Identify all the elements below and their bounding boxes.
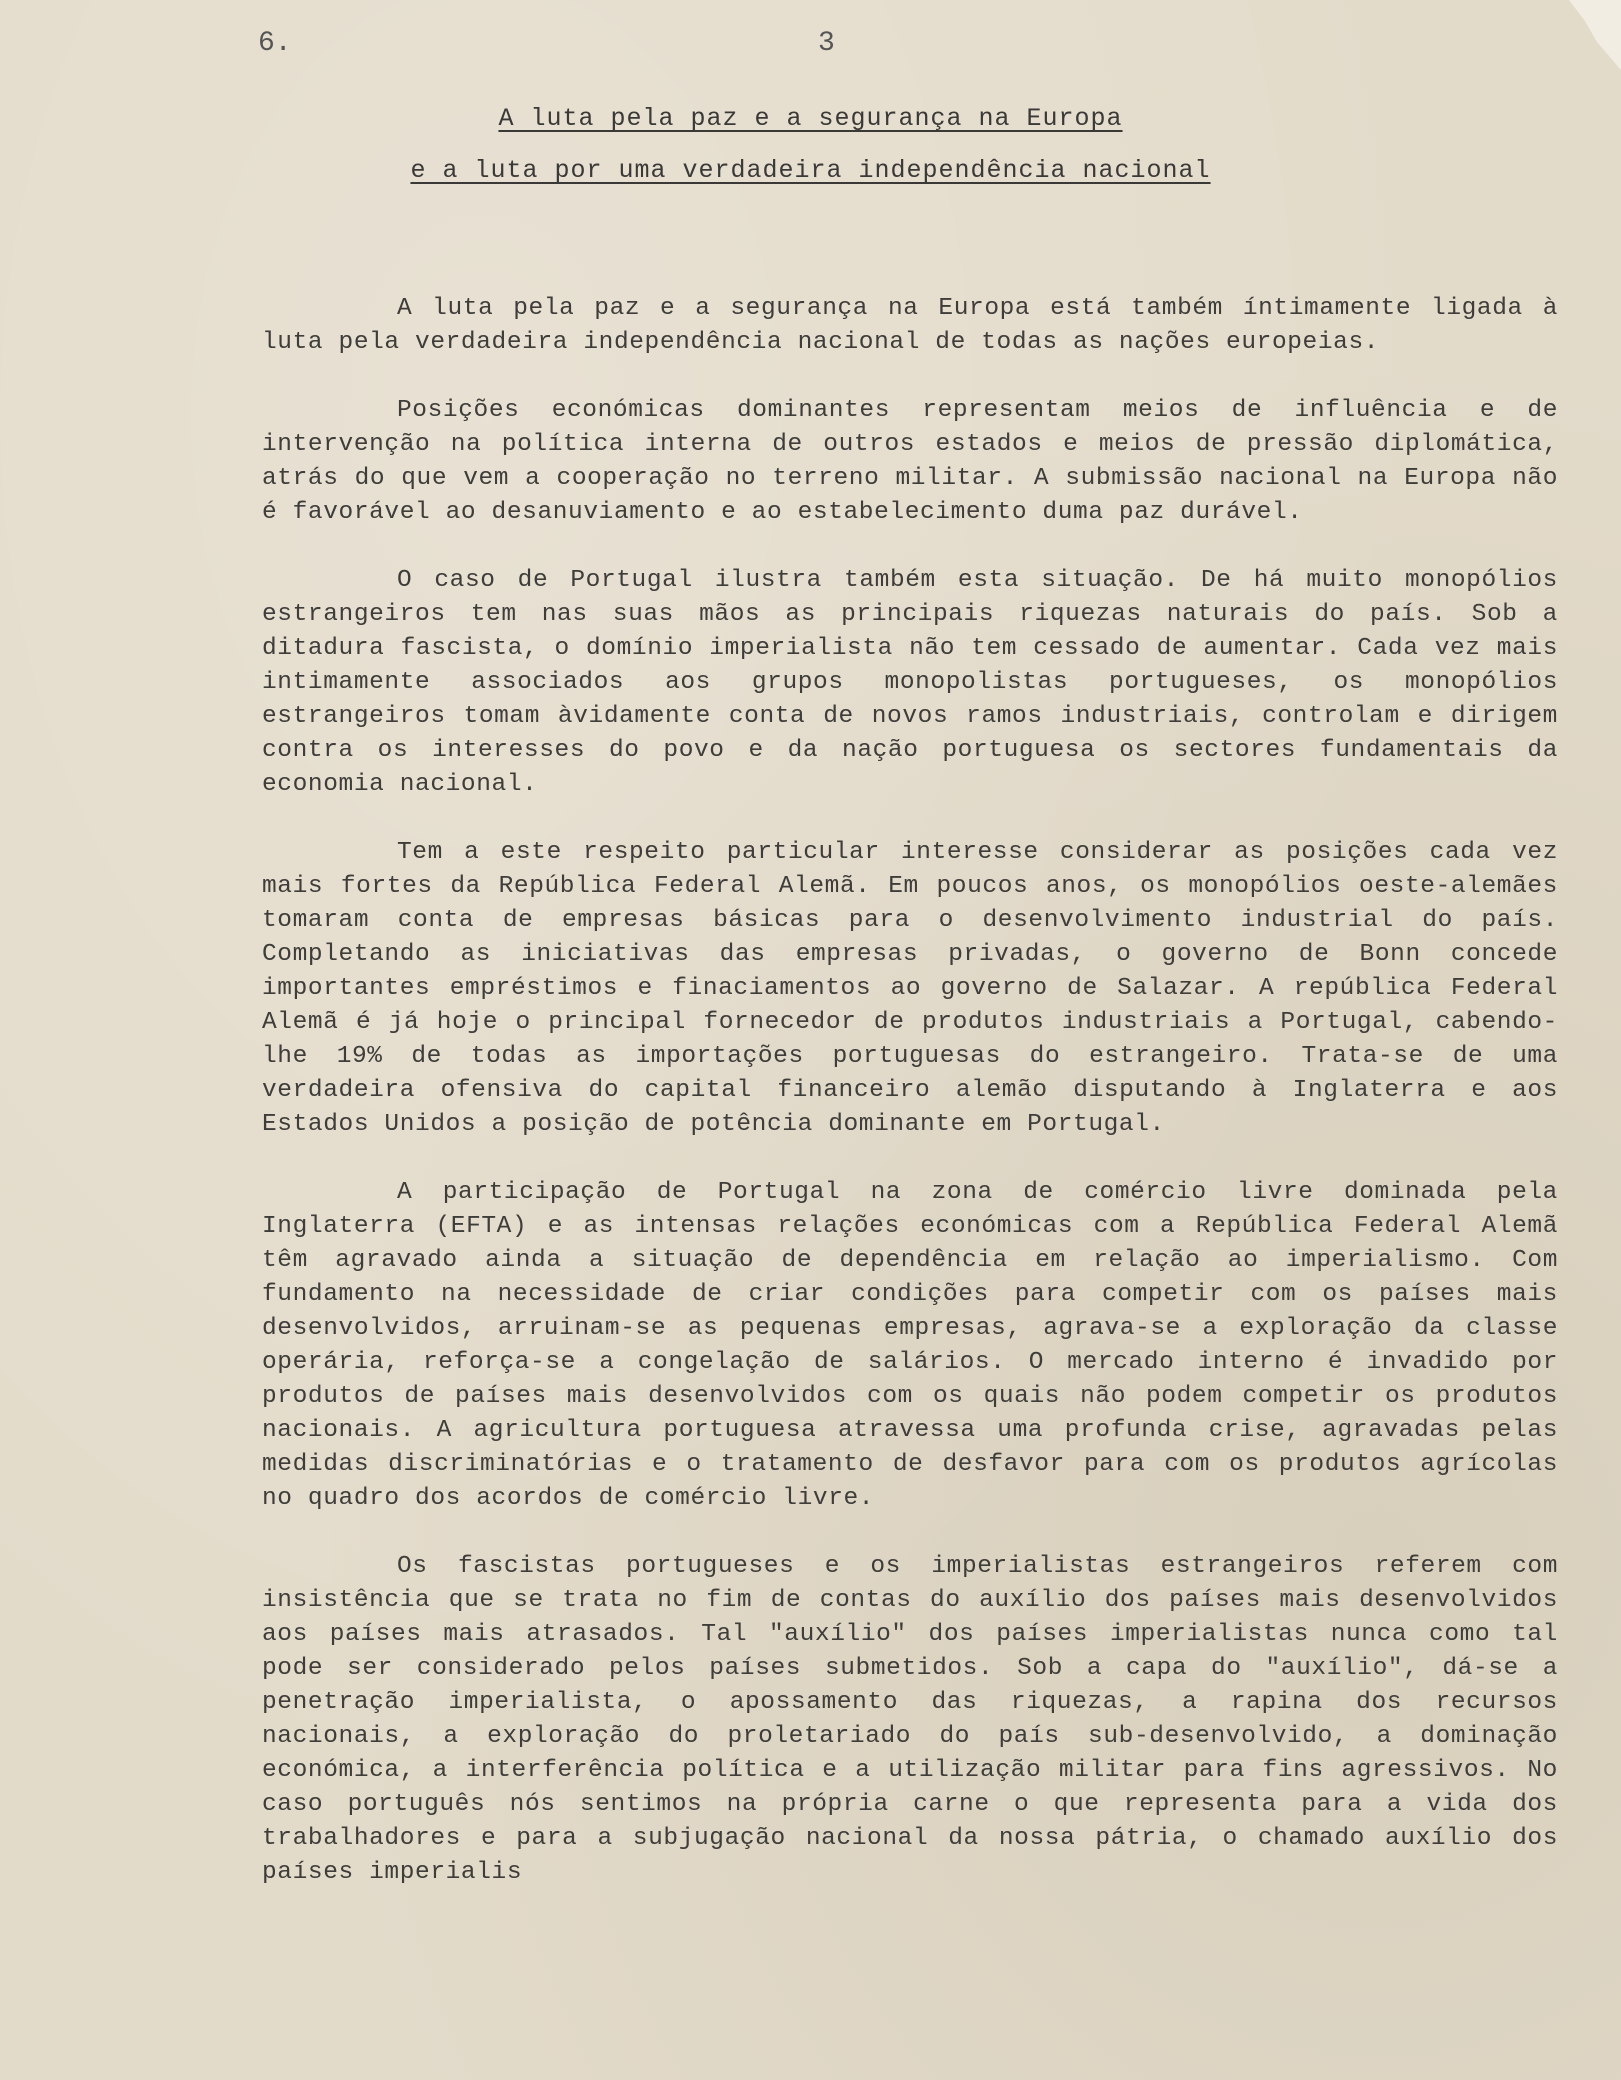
document-body — [262, 292, 1558, 1924]
title-line-1: A luta pela paz e a segurança na Europa — [498, 104, 1123, 133]
paragraph-1: A luta pela paz e a segurança na Europa está também íntimamente ligada à luta pela verdadeira independência nacional de todas as nações europeias. — [262, 295, 1558, 356]
paragraph-2: Posições económicas dominantes representam meios de influência e de intervenção na política interna de outros estados e meios de pressão diplomática, atrás do que vem a cooperação no terreno militar. A submissão nacional na Europa não é favorável ao desanuviamento e ao estabelecimento duma paz durável. — [262, 397, 1558, 526]
paragraph-6: Os fascistas portugueses e os imperialistas estrangeiros referem com insistência que se trata no fim de contas do auxílio dos países mais desenvolvidos aos países mais atrasados. Tal "auxílio" dos países imperialistas nunca como tal pode ser considerado pelos países submetidos. Sob a capa do "auxílio", dá-se a penetração imperialista, o apossamento das riquezas, a rapina dos recursos nacionais, a exploração do proletariado do país sub-desenvolvido, a dominação económica, a interferência política e a utilização militar para fins agressivos. No caso português nós sentimos na própria carne o que representa para a vida dos trabalhadores e para a subjugação nacional da nossa pátria, o chamado auxílio dos países imperialis — [262, 1553, 1558, 1886]
paragraph-4: Tem a este respeito particular interesse considerar as posições cada vez mais fortes da República Federal Alemã. Em poucos anos, os monopólios oeste-alemães tomaram conta de empresas básicas para o desenvolvimento industrial do país. Completando as iniciativas das empresas privadas, o governo de Bonn concede importantes empréstimos e finaciamentos ao governo de Salazar. A república Federal Alemã é já hoje o principal fornecedor de produtos industriais a Portugal, cabendo-lhe 19% de todas as importações portuguesas do estrangeiro. Trata-se de uma verdadeira ofensiva do capital financeiro alemão disputando à Inglaterra e aos Estados Unidos a posição de potência dominante em Portugal. — [262, 839, 1558, 1138]
torn-corner — [1541, 0, 1621, 70]
paragraph-3: O caso de Portugal ilustra também esta situação. De há muito monopólios estrangeiros tem nas suas mãos as principais riquezas naturais do país. Sob a ditadura fascista, o domínio imperialista não tem cessado de aumentar. Cada vez mais intimamente associados aos grupos monopolistas portugueses, os monopólios estrangeiros tomam àvidamente conta de novos ramos industriais, controlam e dirigem contra os interesses do povo e da nação portuguesa os sectores fundamentais da economia nacional. — [262, 567, 1558, 798]
title-line-2: e a luta por uma verdadeira independência nacional — [410, 156, 1211, 185]
paragraph-5: A participação de Portugal na zona de comércio livre dominada pela Inglaterra (EFTA) e as intensas relações económicas com a República Federal Alemã têm agravado ainda a situação de dependência em relação ao imperialismo. Com fundamento na necessidade de criar condições para competir com os países mais desenvolvidos, arruinam-se as pequenas empresas, agrava-se a exploração da classe operária, reforça-se a congelação de salários. O mercado interno é invadido por produtos de países mais desenvolvidos com os quais não podem competir os produtos nacionais. A agricultura portuguesa atravessa uma profunda crise, agravadas pelas medidas discriminatórias e o tratamento de desfavor para com os produtos agrícolas no quadro dos acordos de comércio livre. — [262, 1179, 1558, 1512]
page-number-center: 3 — [818, 28, 835, 59]
page-number-left: 6. — [258, 28, 292, 59]
